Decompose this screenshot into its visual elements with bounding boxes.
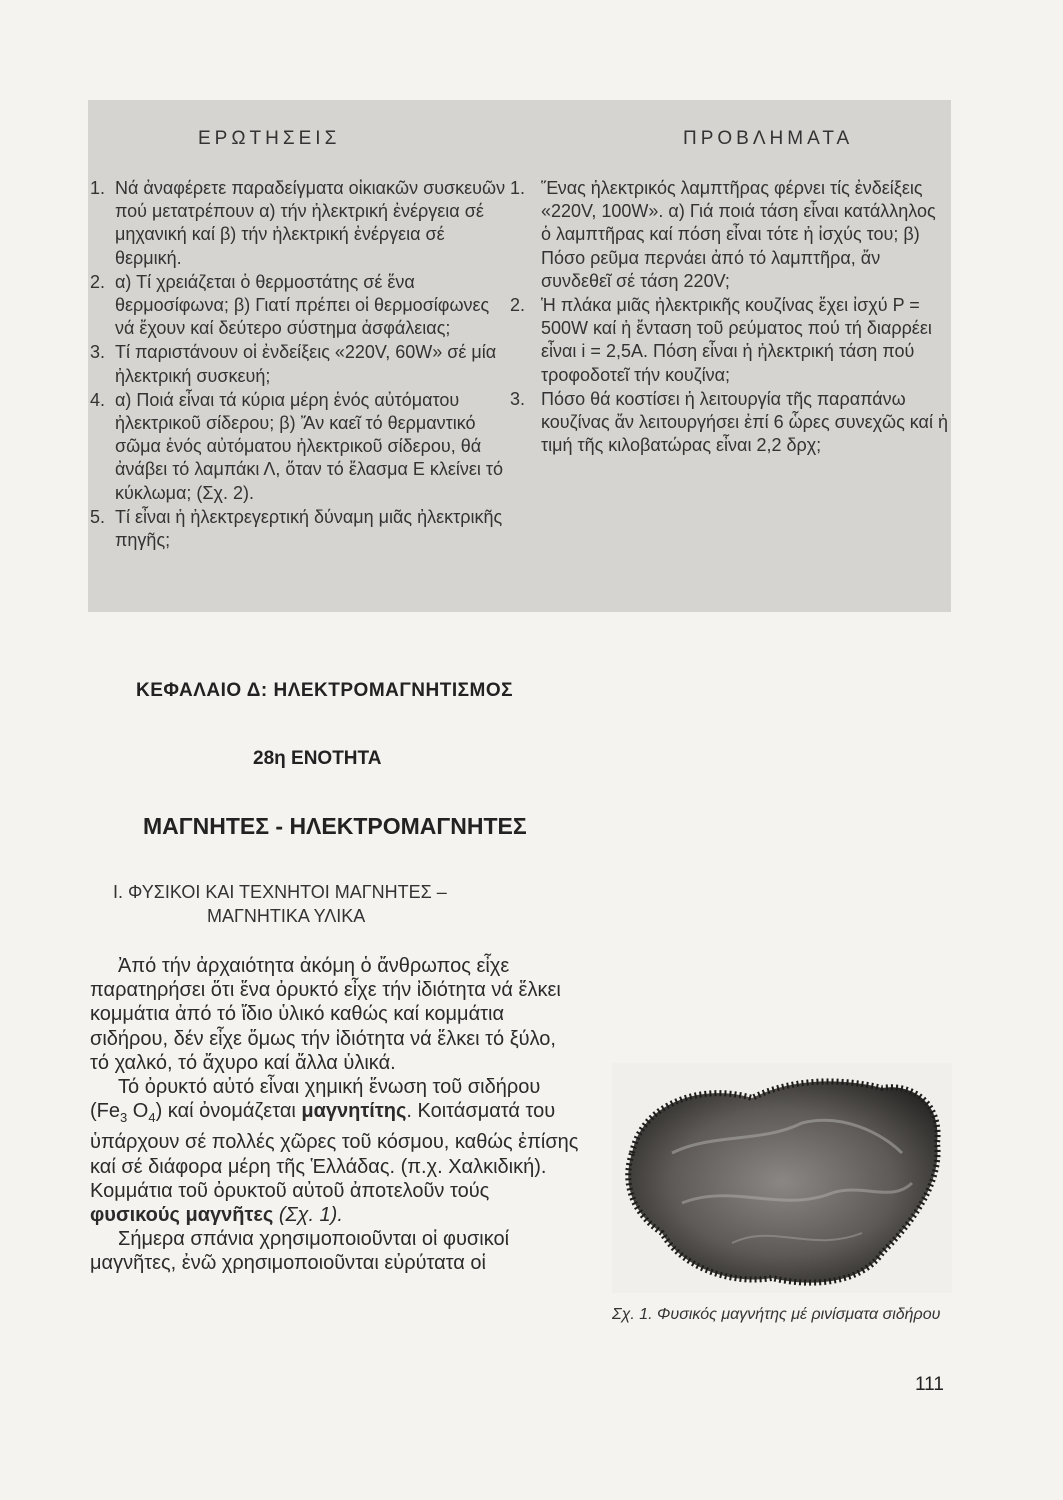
- paragraph: Ἀπό τήν ἀρχαιότητα ἀκόμη ὁ ἄνθρωπος εἶχε παρατηρήσει ὅτι ἕνα ὀρυκτό εἶχε τήν ἰδιότητα νά ἕλκει κομμάτια ἀπό τό ἴδιο ὑλικό καθώς καί κομμάτια σιδήρου, δέν εἶχε ὅμως τήν ἰδιότητα νά ἕλκει τό ξύλο, τό χαλκό, τό ἄχυρο καί ἄλλα ὑλικά.: [90, 955, 561, 1074]
- question-item: [88, 506, 508, 552]
- figure-caption: Σχ. 1. Φυσικός μαγνήτης μέ ρινίσματα σιδήρου: [612, 1306, 941, 1323]
- section-title: ΜΑΓΝΗΤΕΣ - ΗΛΕΚΤΡΟΜΑΓΝΗΤΕΣ: [143, 813, 527, 839]
- text-run: Τό ὀρυκτό αὐτό εἶναι χημική ἕνωση τοῦ σιδήρου (Fe: [90, 1076, 541, 1123]
- body-text: [90, 954, 580, 1276]
- question-text: Τί εἶναι ἡ ἠλεκτρεγερτική δύναμη μιᾶς ἠλεκτρικῆς πηγῆς;: [115, 506, 503, 551]
- question-number: 5.: [90, 506, 106, 527]
- term-magnetite: μαγνητίτης: [301, 1100, 407, 1123]
- problem-item: [508, 177, 948, 293]
- questions-heading: ΕΡΩΤΗΣΕΙΣ: [198, 128, 341, 149]
- text-run: ) καί ὀνομάζεται: [155, 1100, 302, 1123]
- question-number: 1.: [90, 178, 106, 198]
- problem-number: 3.: [510, 388, 526, 409]
- question-number: 2.: [90, 271, 106, 292]
- question-text: Νά ἀναφέρετε παραδείγματα οἰκιακῶν συσκευῶν πού μετατρέπουν α) τήν ἠλεκτρική ἐνέργεια σέ μηχανική καί β) τήν ἠλεκτρική ἐνέργεια σέ θερμική.: [115, 178, 506, 268]
- magnet-with-iron-filings-image: [612, 1063, 952, 1293]
- question-text: Τί παριστάνουν οἱ ἐνδείξεις «220V, 60W» σέ μία ἠλεκτρική συσκευή;: [115, 342, 497, 386]
- exercise-box: [88, 100, 951, 612]
- page-number: 111: [915, 1374, 944, 1395]
- problems-list: [508, 177, 948, 458]
- problem-text: Πόσο θά κοστίσει ἡ λειτουργία τῆς παραπάνω κουζίνας ἄν λειτουργήσει ἐπί 6 ὧρες συνεχῶς καί ἡ τιμή τῆς κιλοβατώρας εἶναι 2,2 δρχ;: [541, 388, 948, 456]
- question-number: 3.: [90, 342, 106, 363]
- question-item: [88, 177, 508, 270]
- unit-title: 28η ΕΝΟΤΗΤΑ: [253, 748, 382, 769]
- subscript: 3: [120, 1110, 128, 1126]
- problem-item: [508, 388, 948, 458]
- paragraph: [90, 1075, 580, 1227]
- magnet-photo: [612, 1063, 952, 1293]
- problem-number: 1.: [510, 178, 526, 198]
- paragraph: Σήμερα σπάνια χρησιμοποιοῦνται οἱ φυσικοί μαγνῆτες, ἐνῶ χρησιμοποιοῦνται εὐρύτατα οἱ: [90, 1228, 510, 1275]
- question-item: [88, 271, 508, 341]
- problem-number: 2.: [510, 295, 526, 316]
- question-item: [88, 341, 508, 387]
- problem-text: Ἕνας ἠλεκτρικός λαμπτῆρας φέρνει τίς ἐνδείξεις «220V, 100W». α) Γιά ποιά τάση εἶναι κατάλληλος ὁ λαμπτῆρας καί πόση εἶναι τότε ἡ ἰσχύς του; β) Πόσο ρεῦμα περνάει ἀπό τό λαμπτῆρα, ἄν συνδεθεῖ σέ τάση 220V;: [541, 178, 936, 291]
- figure-reference: (Σχ. 1).: [273, 1204, 343, 1227]
- question-text: α) Ποιά εἶναι τά κύρια μέρη ἑνός αὐτόματου ἠλεκτρικοῦ σίδερου; β) Ἄν καεῖ τό θερμαντικό σῶμα ἑνός αὐτόματου ἠλεκτρικοῦ σίδερου, θά ἀνάβει τό λαμπάκι Λ, ὅταν τό ἔλασμα Ε κλείνει τό κύκλωμα; (Σχ. 2).: [115, 389, 504, 503]
- text-run: O: [127, 1100, 149, 1123]
- subsection-title: Ι. ΦΥΣΙΚΟΙ ΚΑΙ ΤΕΧΝΗΤΟΙ ΜΑΓΝΗΤΕΣ –: [113, 882, 447, 902]
- chapter-title: ΚΕΦΑΛΑΙΟ Δ: ΗΛΕΚΤΡΟΜΑΓΝΗΤΙΣΜΟΣ: [136, 680, 514, 701]
- problem-text: Ἡ πλάκα μιᾶς ἠλεκτρικῆς κουζίνας ἔχει ἰσχύ P = 500W καί ἡ ἔνταση τοῦ ρεύματος πού τή διαρρέει εἶναι i = 2,5A. Πόση εἶναι ἡ ἠλεκτρική τάση πού τροφοδοτεῖ τήν κουζίνα;: [541, 295, 932, 385]
- problems-heading: ΠΡΟΒΛΗΜΑΤΑ: [683, 128, 854, 149]
- problem-item: [508, 294, 948, 387]
- text-run: . Κοιτάσματά του ὑπάρχουν σέ πολλές χῶρες τοῦ κόσμου, καθώς ἐπίσης καί σέ διάφορα μέρη τῆς Ἑλλάδας. (π.χ. Χαλκιδική). Κομμάτια τοῦ ὀρυκτοῦ αὐτοῦ ἀποτελοῦν τούς: [90, 1100, 579, 1202]
- subscript: 4: [148, 1110, 156, 1126]
- questions-list: [88, 177, 508, 553]
- term-natural-magnets: φυσικούς μαγνῆτες: [90, 1204, 274, 1227]
- subsection-title-continued: ΜΑΓΝΗΤΙΚΑ ΥΛΙΚΑ: [207, 906, 366, 926]
- question-number: 4.: [90, 389, 106, 410]
- question-text: α) Τί χρειάζεται ὁ θερμοστάτης σέ ἕνα θερμοσίφωνα; β) Γιατί πρέπει οἱ θερμοσίφωνες νά ἔχουν καί δεύτερο σύστημα ἀσφάλειας;: [115, 271, 490, 339]
- question-item: [88, 389, 508, 505]
